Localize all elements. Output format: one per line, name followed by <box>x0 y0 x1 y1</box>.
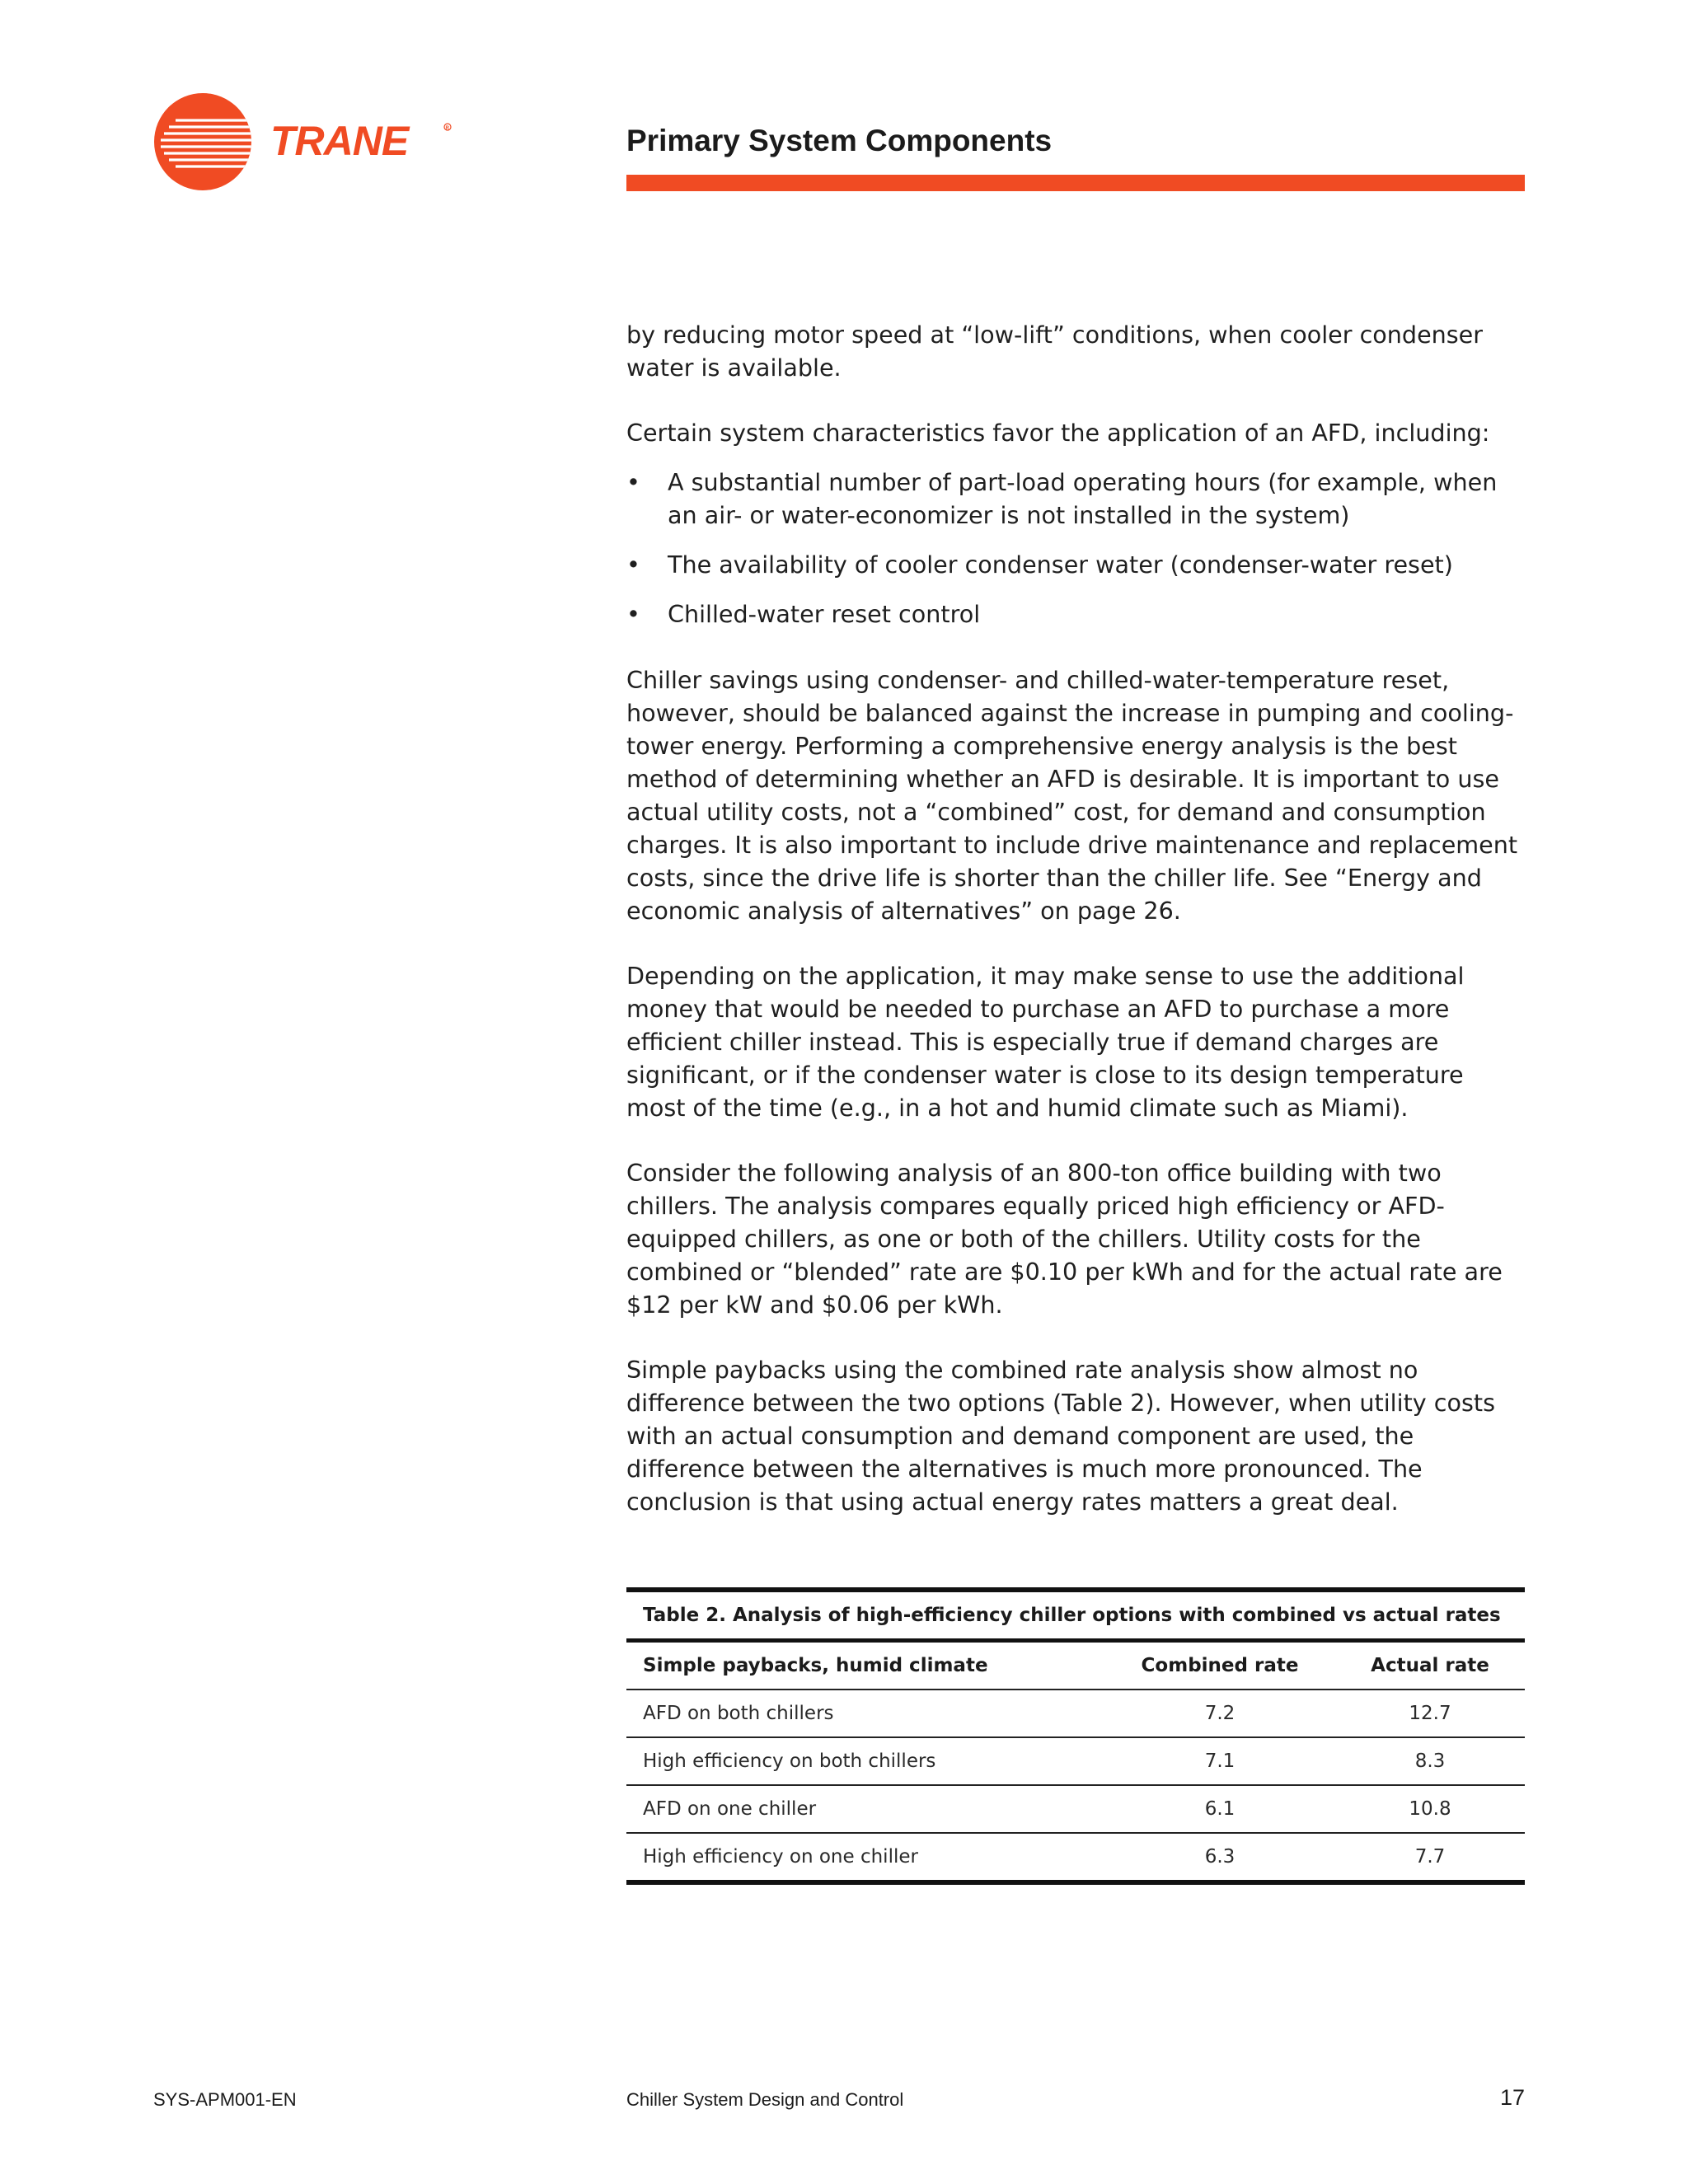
footer-doc-code: SYS-APM001-EN <box>153 2089 297 2110</box>
paragraph: by reducing motor speed at “low-lift” conditions, when cooler condenser water is available. <box>626 321 1484 382</box>
paragraph: Depending on the application, it may make sense to use the additional money that would be needed to purchase an AFD to purchase a more efficient chiller instead. This is especially true if demand charges are significant, or if the condenser water is close to its design temperature most of the time (e.g., in a hot and humid climate such as Miami). <box>626 962 1465 1122</box>
paragraph: Simple paybacks using the combined rate analysis show almost no difference between the two options (Table 2). However, when utility costs with an actual consumption and demand component are used, the difference between the alternatives is much more pronounced. The conclusion is that using actual energy rates matters a great deal. <box>626 1356 1496 1516</box>
bullet-list <box>626 466 1526 630</box>
table-cell: High efficiency on both chillers <box>626 1737 1104 1785</box>
column-header: Actual rate <box>1335 1643 1525 1690</box>
section-title: Primary System Components <box>626 124 1053 157</box>
table-cell: 12.7 <box>1335 1690 1525 1737</box>
table-cell: 8.3 <box>1335 1737 1525 1785</box>
body-text <box>626 318 1526 1550</box>
paragraph: Chiller savings using condenser- and chilled-water-temperature reset, however, should be balanced against the increase in pumping and cooling-tower energy. Performing a comprehensive energy analysis is the best method of determining whether an AFD is desirable. It is important to use actual utility costs, not a “combined” cost, for demand and consumption charges. It is also important to include drive maintenance and replacement costs, since the drive life is shorter than the chiller life. See “Energy and economic analysis of alternatives” on page 26. <box>626 666 1518 925</box>
table-cell: 7.7 <box>1414 1846 1446 1868</box>
bullet-item: • The availability of cooler condenser water (condenser-water reset) <box>626 548 1526 581</box>
title-rule <box>626 175 1525 191</box>
table-cell: 7.1 <box>1104 1737 1335 1785</box>
paragraph: Consider the following analysis of an 800-ton office building with two chillers. The analysis compares equally priced high efficiency or AFD-equipped chillers, as one or both of the chillers. Utility costs for the combined or “blended” rate are $0.10 per kWh and for the actual rate are $12 per kW and $0.06 per kWh. <box>626 1159 1503 1319</box>
column-header: Simple paybacks, humid climate <box>626 1643 1104 1690</box>
table-cell: AFD on both chillers <box>626 1690 1104 1737</box>
column-header: Combined rate <box>1104 1643 1335 1690</box>
table-cell: AFD on one chiller <box>626 1785 1104 1833</box>
payback-table <box>626 1587 1525 1885</box>
table-header-row <box>626 1643 1525 1690</box>
table-row <box>626 1785 1525 1833</box>
trane-logo-wordmark: TRANE <box>270 118 409 164</box>
table-grid <box>626 1643 1525 1880</box>
table-cell: 6.1 <box>1104 1785 1335 1833</box>
bullet-item: • Chilled-water reset control <box>626 598 1526 630</box>
table-cell: 6.3 <box>1204 1846 1236 1868</box>
table-cell: 7.2 <box>1104 1690 1335 1737</box>
page-number: 17 <box>1499 2085 1525 2110</box>
svg-text:R: R <box>445 126 449 131</box>
trane-logo <box>152 92 457 191</box>
table-row <box>626 1690 1525 1737</box>
bullet-item: • A substantial number of part-load operating hours (for example, when an air- or water-economizer is not installed in the system) <box>626 466 1526 532</box>
table-row <box>626 1737 1525 1785</box>
paragraph: Certain system characteristics favor the application of an AFD, including: <box>626 419 1490 447</box>
footer-doc-title: Chiller System Design and Control <box>626 2089 904 2110</box>
table-row <box>626 1833 1525 1880</box>
table-caption: Table 2. Analysis of high-efficiency chiller options with combined vs actual rates <box>626 1592 1525 1643</box>
table-cell: High efficiency on one chiller <box>643 1846 918 1868</box>
table-cell: 10.8 <box>1335 1785 1525 1833</box>
